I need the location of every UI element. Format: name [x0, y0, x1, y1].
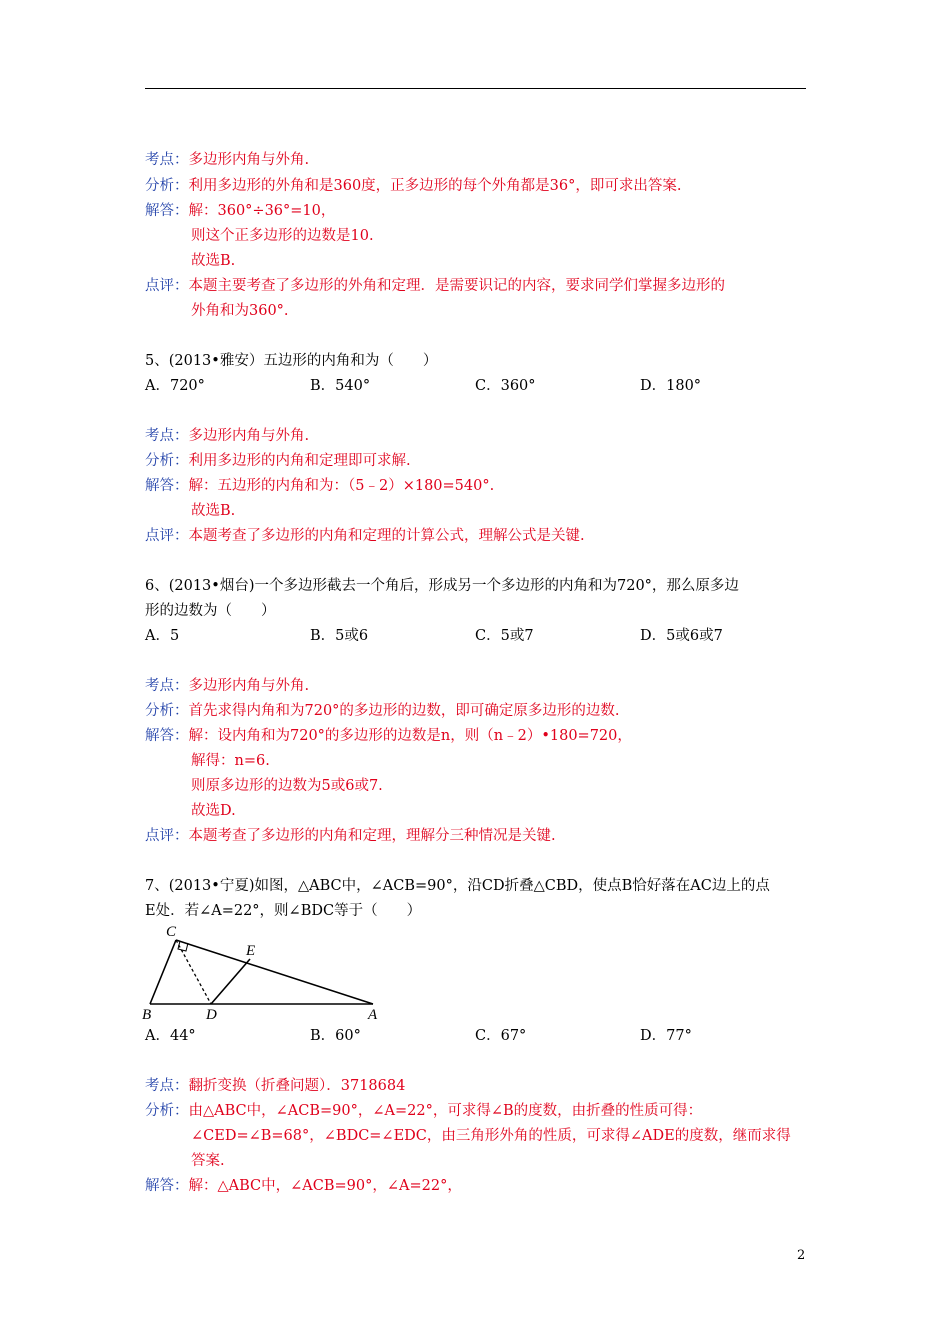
- q5-fenxi-row: 分析：利用多边形的内角和定理即可求解.: [145, 453, 411, 469]
- q7-fenxi-1: ∠CED=∠B=68°，∠BDC=∠EDC，由三角形外角的性质，可求得∠ADE的度数，继而求得: [191, 1128, 791, 1144]
- q5-dianping-row: 点评：本题考查了多边形的内角和定理的计算公式，理解公式是关键.: [145, 528, 585, 544]
- b4-fenxi: 利用多边形的外角和是360度，正多边形的每个外角都是36°，即可求出答案.: [188, 178, 682, 194]
- q7-stem-1: E处．若∠A=22°，则∠BDC等于（ ）: [145, 903, 422, 919]
- b4-jieda-0: 解：360°÷36°=10，: [188, 203, 336, 219]
- b4-dianping-1: 外角和为360°.: [191, 303, 289, 319]
- b4-fenxi-row: 分析：利用多边形的外角和是360度，正多边形的每个外角都是36°，即可求出答案.: [145, 178, 682, 194]
- q6-dianping-row: 点评：本题考查了多边形的内角和定理，理解分三种情况是关键.: [145, 828, 556, 844]
- b4-dianping-0: 本题主要考查了多边形的外角和定理．是需要识记的内容，要求同学们掌握多边形的: [188, 278, 725, 294]
- segment-cb: [150, 940, 176, 1004]
- b4-jieda-row: 解答：解：360°÷36°=10，: [145, 203, 336, 219]
- q6-jieda-1: 解得：n=6.: [191, 753, 270, 769]
- q6-fenxi-row: 分析：首先求得内角和为720°的多边形的边数，即可确定原多边形的边数.: [145, 703, 620, 719]
- q6-option-b: B．5或6: [310, 628, 369, 644]
- q6-stem-0: 6、(2013•烟台)一个多边形截去一个角后，形成另一个多边形的内角和为720°，那么原多边: [145, 578, 739, 594]
- segment-de: [211, 959, 250, 1004]
- q6-jieda-row: 解答：解：设内角和为720°的多边形的边数是n，则（n﹣2）•180=720，: [145, 728, 632, 744]
- header-rule: [145, 88, 806, 89]
- label-a: A: [368, 1007, 378, 1022]
- q7-option-b: B．60°: [310, 1028, 361, 1044]
- q6-jieda-3: 故选D.: [191, 803, 236, 819]
- page-number: 2: [797, 1248, 806, 1263]
- q5-option-d: D．180°: [640, 378, 702, 394]
- q6-option-a: A．5: [145, 628, 180, 644]
- q5-stem: 5、(2013•雅安）五边形的内角和为（ ）: [145, 353, 438, 369]
- b4-kaodian-row: 考点：多边形内角与外角.: [145, 152, 310, 168]
- b4-jieda-2: 故选B.: [191, 253, 236, 269]
- q6-jieda-2: 则原多边形的边数为5或6或7.: [191, 778, 383, 794]
- q6-kaodian-row: 考点：多边形内角与外角.: [145, 678, 310, 694]
- q7-stem-0: 7、(2013•宁夏)如图，△ABC中，∠ACB=90°，沿CD折叠△CBD，使点B恰好落在AC边上的点: [145, 878, 770, 894]
- q7-option-a: A．44°: [145, 1028, 196, 1044]
- q5-option-b: B．540°: [310, 378, 371, 394]
- b4-dianping-row: 点评：本题主要考查了多边形的外角和定理．是需要识记的内容，要求同学们掌握多边形的: [145, 278, 725, 294]
- q7-option-c: C．67°: [475, 1028, 527, 1044]
- q7-option-d: D．77°: [640, 1028, 692, 1044]
- triangle-figure: [140, 922, 390, 1022]
- q5-option-a: A．720°: [145, 378, 205, 394]
- b4-kaodian: 多边形内角与外角.: [188, 152, 310, 168]
- label-b: B: [142, 1007, 152, 1022]
- q7-kaodian-row: 考点：翻折变换（折叠问题）．3718684: [145, 1078, 406, 1094]
- b4-jieda-1: 则这个正多边形的边数是10.: [191, 228, 374, 244]
- q5-option-c: C．360°: [475, 378, 536, 394]
- q7-jieda-row: 解答：解：△ABC中，∠ACB=90°，∠A=22°，: [145, 1178, 462, 1194]
- q7-fenxi-row: 分析：由△ABC中，∠ACB=90°，∠A=22°，可求得∠B的度数，由折叠的性质可得：: [145, 1103, 703, 1119]
- q5-jieda-row: 解答：解：五边形的内角和为：（5﹣2）×180=540°.: [145, 478, 495, 494]
- q5-jieda-1: 故选B.: [191, 503, 236, 519]
- q6-option-d: D．5或6或7: [640, 628, 723, 644]
- label-e: E: [246, 943, 256, 959]
- q7-fenxi-2: 答案.: [191, 1153, 225, 1169]
- q6-option-c: C．5或7: [475, 628, 534, 644]
- label-d: D: [206, 1007, 217, 1022]
- q5-kaodian-row: 考点：多边形内角与外角.: [145, 428, 310, 444]
- q6-stem-1: 形的边数为（ ）: [145, 603, 276, 619]
- label-c: C: [166, 924, 177, 940]
